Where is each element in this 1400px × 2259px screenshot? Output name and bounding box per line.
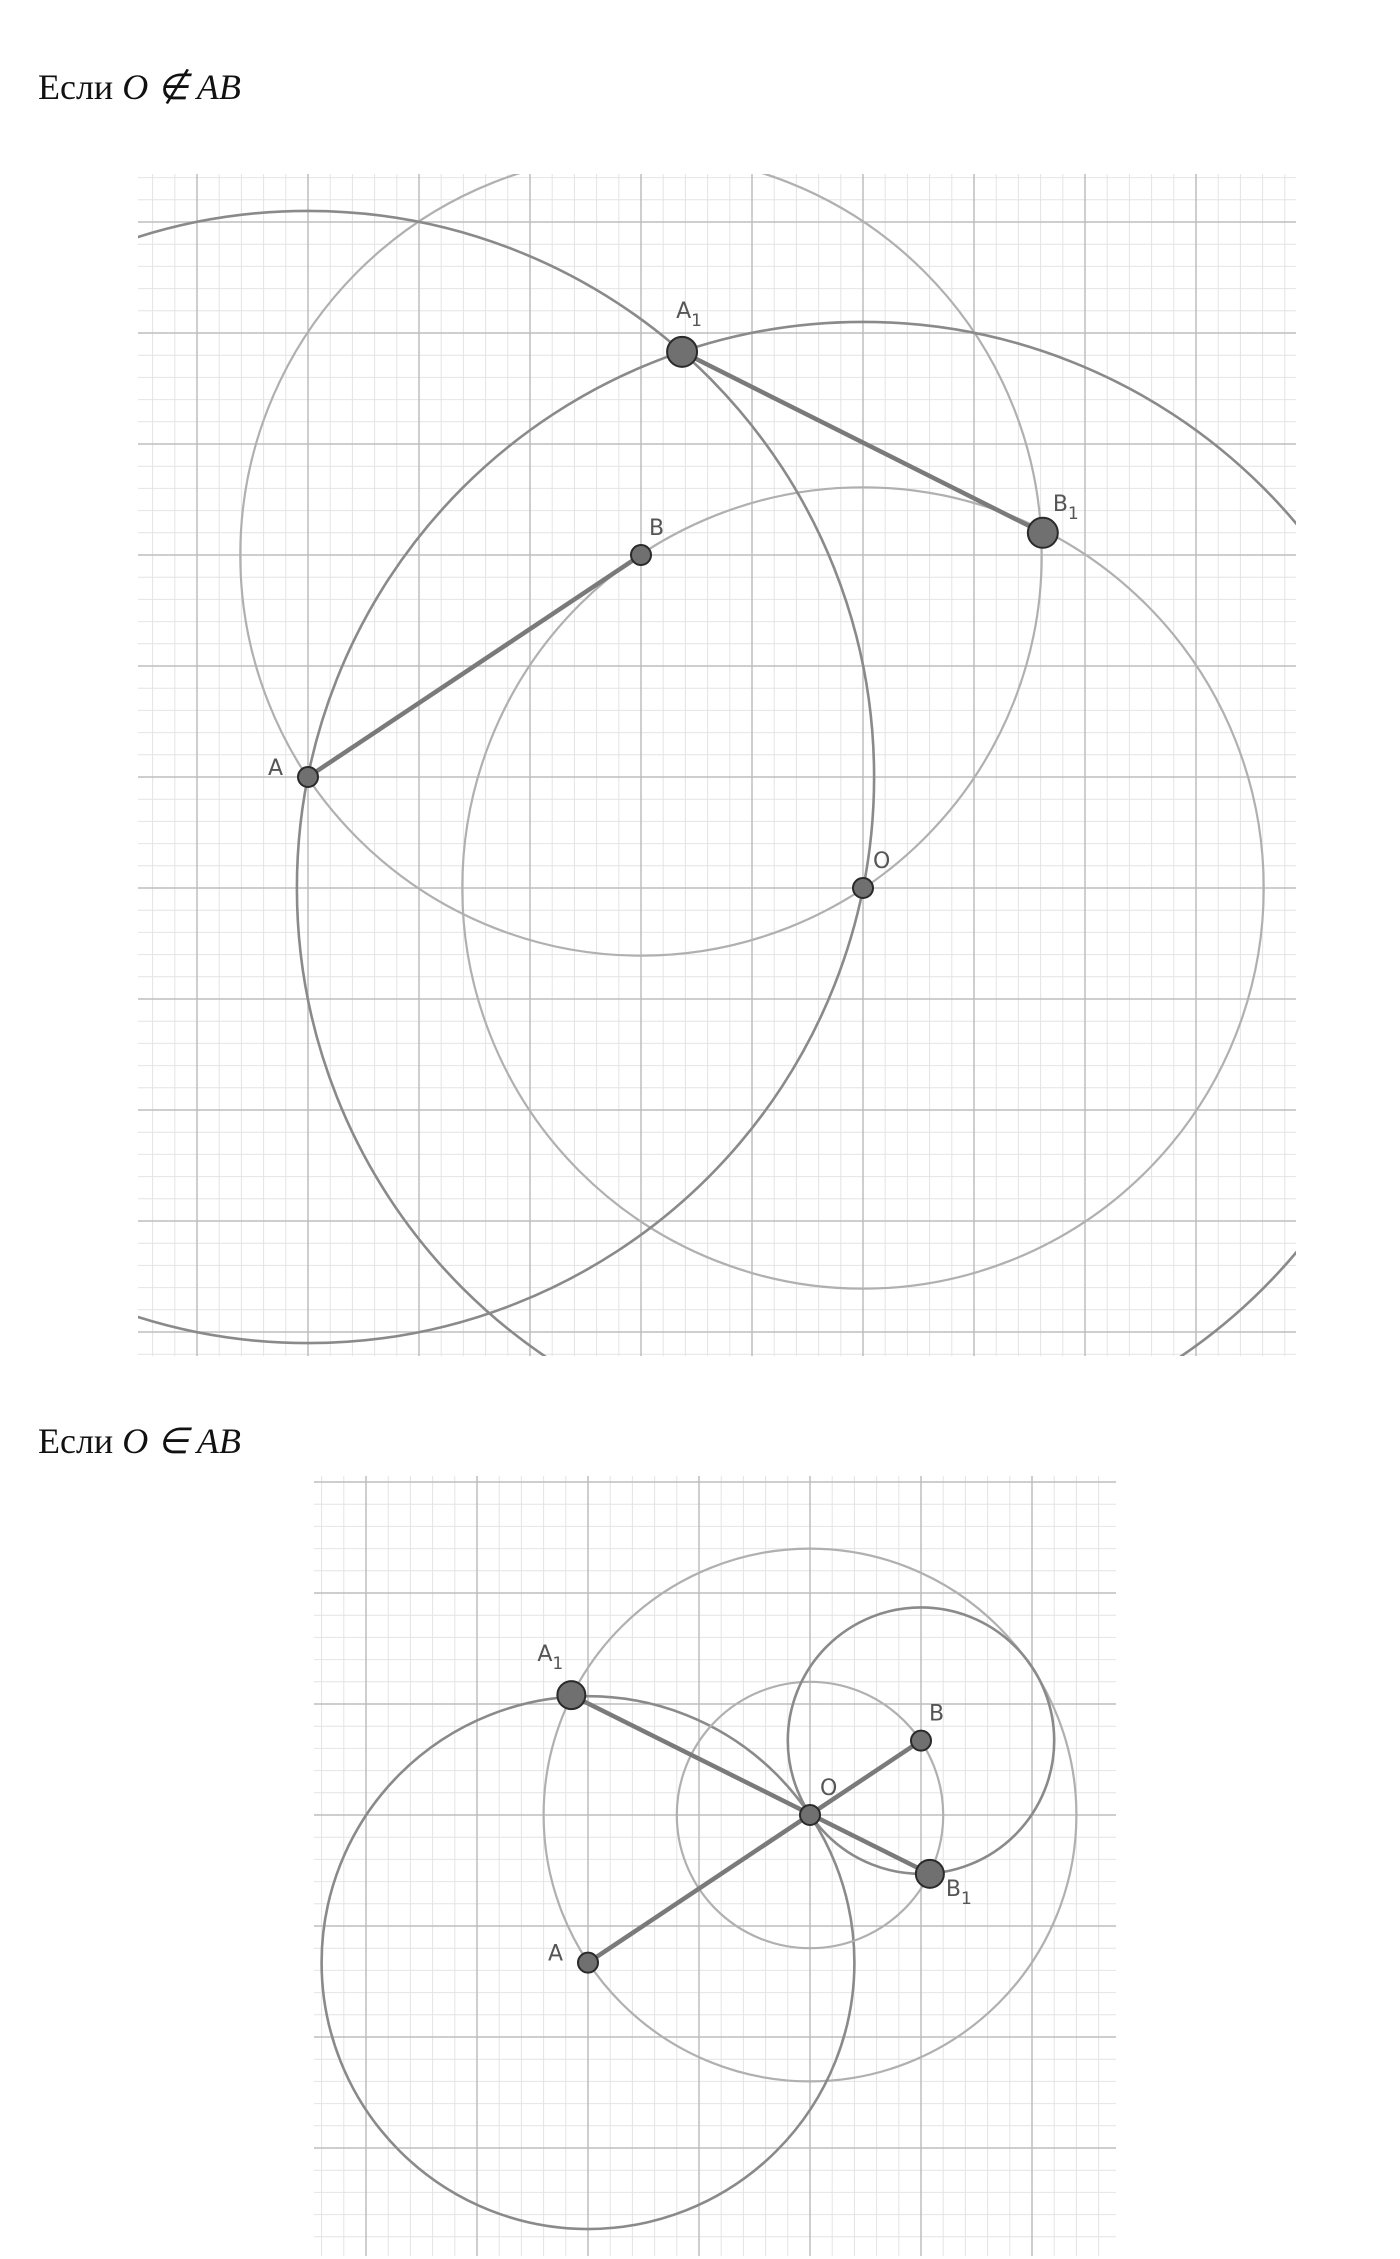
point-label-a: A (548, 1941, 564, 1967)
point-a1 (667, 337, 697, 367)
point-label-b: B (649, 516, 665, 541)
point-label-b1: $B_1$ (945, 1876, 972, 1909)
point-b1 (916, 1860, 944, 1888)
point-b (911, 1731, 931, 1751)
point-label-a: A (268, 756, 284, 781)
segment-a-b (588, 1741, 921, 1963)
point-b (631, 545, 651, 565)
caption-first-word: Если (38, 67, 114, 107)
point-label-b: B (929, 1701, 945, 1727)
caption-second-math: O ∈ AB (122, 1421, 241, 1461)
point-label-o: O (820, 1776, 838, 1801)
caption-second (38, 1420, 241, 1462)
point-label-a1: $A_1$ (537, 1642, 564, 1675)
caption-first-math: O ∉ AB (122, 67, 241, 107)
caption-first (38, 66, 241, 108)
point-o (853, 878, 873, 898)
point-label-a1: $A_1$ (676, 298, 702, 331)
point-label-o: O (873, 849, 891, 874)
point-a (298, 767, 318, 787)
construction-figure-1 (138, 174, 1296, 1356)
point-b1 (1028, 518, 1058, 548)
point-label-b1: $B_1$ (1052, 491, 1079, 524)
point-o (800, 1805, 820, 1825)
point-a1 (557, 1681, 585, 1709)
grid (314, 1476, 1116, 2256)
caption-second-word: Если (38, 1421, 114, 1461)
construction-figure-2 (314, 1476, 1116, 2256)
point-a (578, 1953, 598, 1973)
